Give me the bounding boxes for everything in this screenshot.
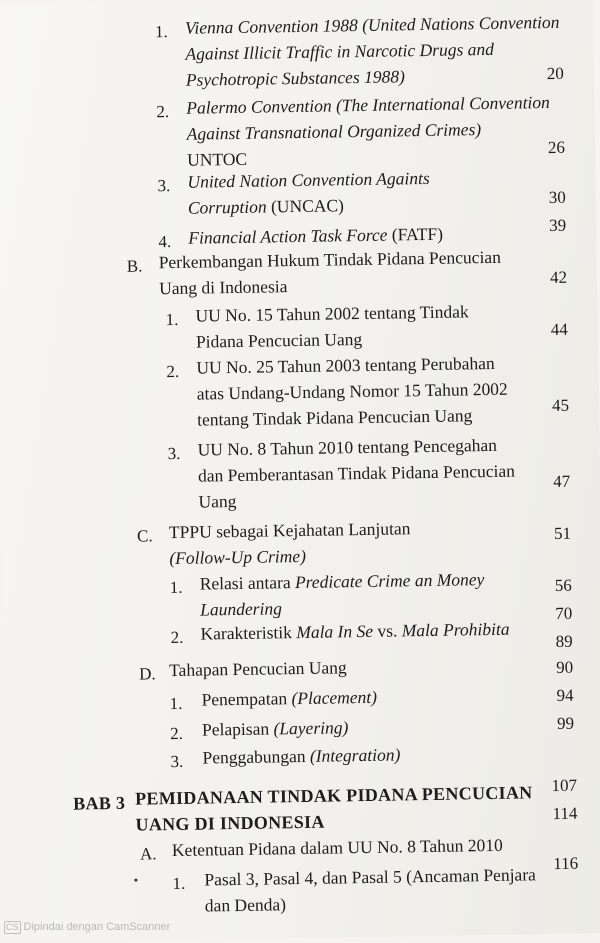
entry-title-line — [202, 715, 349, 741]
entry-title-line — [169, 544, 306, 570]
entry-title-line — [200, 567, 485, 595]
plain-text: UANG DI INDONESIA — [135, 811, 325, 835]
plain-text: dan Denda) — [204, 894, 287, 916]
page-number: 26 — [547, 137, 566, 158]
plain-text: atas Undang-Undang Nomor 15 Tahun 2002 — [196, 378, 508, 404]
entry-number: D. — [139, 664, 156, 684]
entry-title-line — [200, 617, 509, 646]
italic-text: (Integration) — [309, 744, 401, 766]
entry-title-line — [202, 742, 400, 769]
entry-title-line — [169, 516, 411, 544]
entry-number: 1. — [169, 693, 183, 714]
scanner-watermark — [4, 921, 170, 934]
plain-text: Penempatan — [201, 688, 292, 710]
entry-number: C. — [136, 526, 153, 546]
entry-title-line — [185, 10, 560, 40]
entry-title-line — [197, 403, 472, 431]
entry-title-line — [201, 685, 377, 712]
plain-text: UNTOC — [186, 148, 248, 170]
italic-text: Mala In Se — [296, 620, 378, 643]
plain-text: Penggabungan — [202, 745, 311, 768]
entry-title-line — [205, 892, 287, 917]
entry-title-line — [198, 459, 515, 488]
page-number: 20 — [546, 63, 564, 84]
italic-text: (Follow-Up Crime) — [169, 545, 307, 569]
page-number: 45 — [551, 395, 570, 416]
entry-title-line — [197, 377, 508, 406]
plain-text: Relasi antara — [199, 572, 296, 594]
page-number: 42 — [549, 267, 568, 288]
plain-text: Pasal 3, Pasal 4, dan Pasal 5 (Ancaman Penjara — [204, 864, 536, 890]
plain-text: vs. — [377, 620, 402, 641]
entry-title-line — [187, 166, 430, 194]
plain-text: Pelapisan — [201, 718, 274, 740]
entry-number: 2. — [170, 627, 184, 648]
entry-number: 1. — [169, 577, 183, 598]
page-number: 94 — [556, 685, 574, 705]
page-number: 51 — [553, 523, 572, 544]
plain-text: TPPU sebagai Kejahatan Lanjutan — [168, 518, 411, 543]
italic-text: Against Illicit Traffic in Narcotic Drugs and — [185, 38, 495, 64]
page-number: 39 — [549, 215, 567, 236]
plain-text: Perkembangan Hukum Tindak Pidana Pencucian — [158, 246, 502, 273]
entry-title-line — [204, 862, 536, 891]
page-number: 44 — [550, 319, 568, 340]
plain-text: Ketentuan Pidana dalam UU No. 8 Tahun 2010 — [171, 834, 503, 861]
entry-number: 4. — [158, 231, 172, 252]
entry-number: 1. — [154, 22, 168, 42]
italic-text: Mala Prohibita — [401, 618, 510, 641]
entry-number: A. — [139, 844, 157, 864]
entry-number: B. — [126, 256, 143, 276]
italic-text: Vienna Convention 1988 — [184, 14, 363, 38]
plain-text: (UNCAC) — [270, 195, 345, 217]
entry-number: BAB 3 — [73, 792, 126, 814]
plain-text: UU No. 25 Tahun 2003 tentang Perubahan — [196, 352, 495, 378]
page-number: 30 — [548, 187, 566, 208]
plain-text: Karakteristik — [200, 622, 297, 644]
page-number: 116 — [553, 853, 579, 874]
italic-text: Predicate Crime an Money — [294, 569, 485, 593]
entry-title-line — [198, 489, 236, 514]
entry-title-line — [187, 117, 482, 146]
entry-title-line — [172, 833, 503, 862]
entry-title-line — [196, 327, 363, 354]
entry-title-line — [169, 655, 347, 682]
entry-number: 3. — [170, 751, 184, 772]
entry-title-line — [188, 193, 344, 219]
entry-title-line — [197, 433, 497, 462]
italic-text: Corruption — [187, 196, 272, 218]
entry-number: 3. — [157, 176, 171, 196]
plain-text: (FATF) — [391, 223, 444, 245]
italic-text: Psychotropic Substances 1988) — [185, 66, 406, 90]
italic-text: Financial Action Task Force — [188, 224, 392, 248]
plain-text: PEMIDANAAN TINDAK PIDANA PENCUCIAN — [134, 782, 533, 809]
entry-title-line — [135, 780, 533, 810]
entry-title-line — [185, 37, 494, 66]
italic-text: (United Nations Convention — [361, 11, 560, 35]
entry-title-line — [200, 596, 282, 621]
entry-title-line — [186, 64, 405, 91]
italic-text: (The International Convention — [335, 92, 550, 116]
entry-title-line — [195, 299, 468, 327]
entry-number: 1. — [165, 309, 179, 330]
watermark-text: Dipindai dengan CamScanner — [23, 921, 171, 933]
plain-text: Uang di Indonesia — [158, 276, 288, 299]
italic-text: Palermo Convention — [186, 95, 337, 118]
plain-text: Uang — [198, 491, 237, 512]
plain-text: dan Pemberantasan Tindak Pidana Pencucian — [197, 460, 516, 486]
italic-text: Laundering — [200, 598, 283, 620]
ink-speck — [134, 879, 137, 882]
entry-title-line — [186, 90, 550, 120]
page-number: 90 — [555, 657, 574, 677]
entry-number: 2. — [166, 361, 180, 382]
italic-text: Against Transnational Organized Crimes) — [186, 119, 482, 144]
entry-number: 3. — [167, 443, 181, 464]
plain-text: UU No. 8 Tahun 2010 tentang Pencegahan — [197, 434, 498, 460]
page-number: 56 — [554, 575, 572, 596]
plain-text: UU No. 15 Tahun 2002 tentang Tindak — [195, 301, 469, 326]
entry-title-line — [159, 245, 502, 274]
entry-number: 1. — [172, 873, 186, 894]
page-number: 89 — [555, 631, 573, 652]
plain-text: Pidana Pencucian Uang — [195, 329, 363, 352]
entry-title-line — [196, 351, 495, 380]
plain-text: Tahapan Pencucian Uang — [168, 657, 347, 681]
italic-text: (Placement) — [291, 686, 378, 709]
italic-text: United Nation Convention Againts — [187, 167, 430, 192]
entry-title-line — [159, 274, 288, 300]
italic-text: (Layering) — [273, 717, 349, 739]
page-number: 70 — [555, 603, 573, 624]
page-number: 99 — [556, 713, 575, 733]
entry-number: 2. — [156, 102, 170, 122]
camscanner-badge: CS — [6, 922, 19, 932]
plain-text: tentang Tindak Pidana Pencucian Uang — [197, 405, 473, 430]
page-number: 107 — [551, 775, 578, 796]
page-number: 114 — [552, 803, 578, 824]
page-number: 47 — [553, 471, 571, 492]
entry-number: 2. — [169, 723, 184, 744]
entry-title-line — [135, 810, 324, 837]
